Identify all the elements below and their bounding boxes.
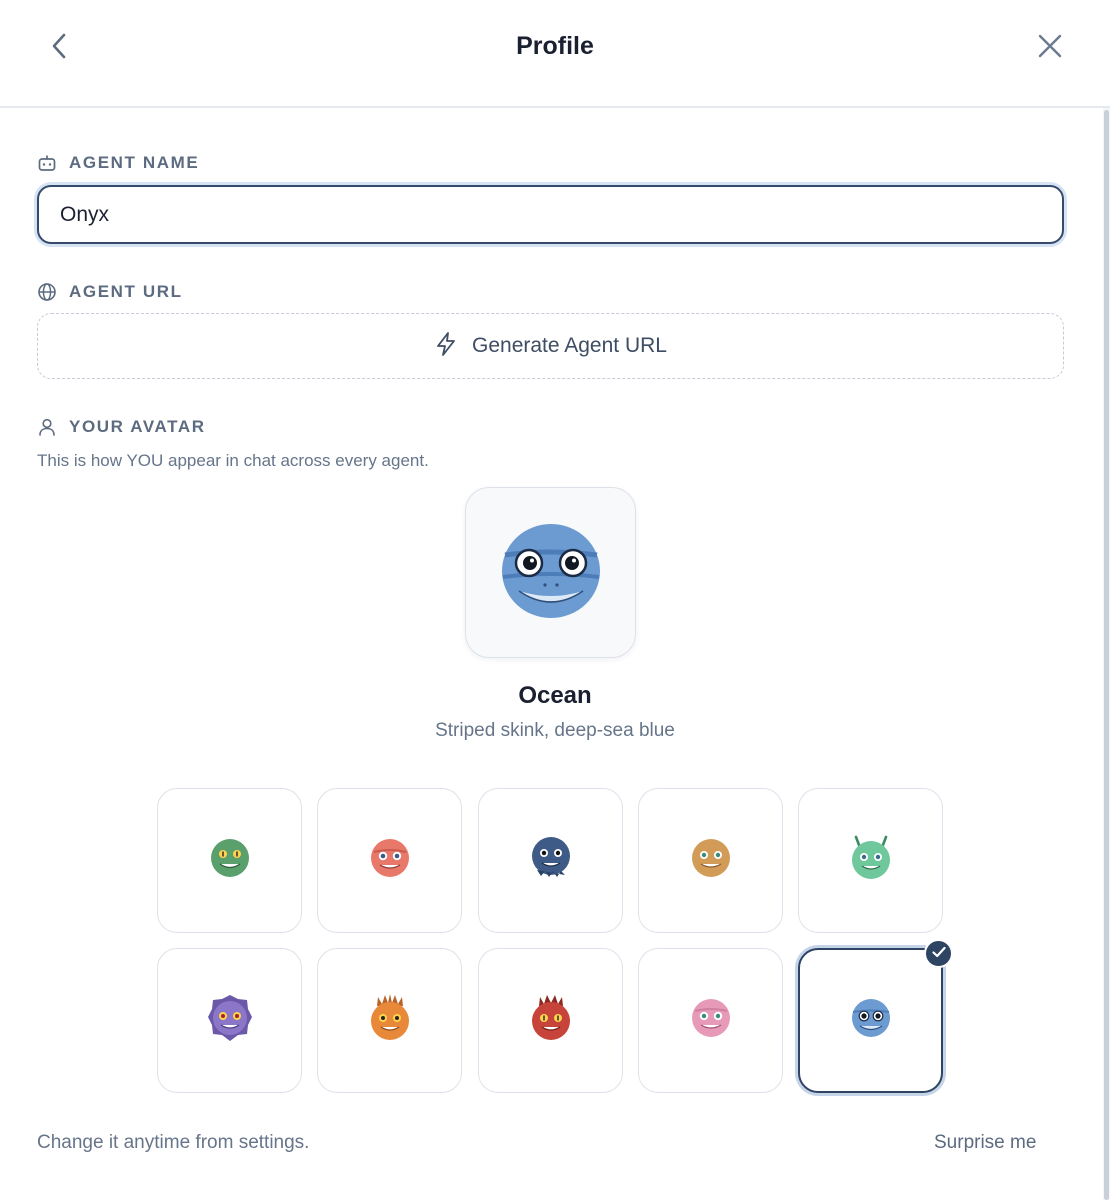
your-avatar-label [37, 417, 206, 437]
surprise-me-button[interactable]: Surprise me [934, 1132, 1037, 1153]
generate-agent-url-label: Generate Agent URL [472, 334, 667, 357]
avatar-option-navy[interactable] [478, 788, 623, 933]
avatar-option-pink[interactable] [638, 948, 783, 1093]
your-avatar-label-text: YOUR AVATAR [69, 417, 206, 436]
scrollbar-thumb[interactable] [1104, 110, 1109, 1200]
generate-agent-url-button[interactable] [37, 313, 1064, 379]
coral-lizard-avatar-icon [370, 838, 410, 883]
navy-lizard-avatar-icon [531, 836, 571, 885]
green-lizard-avatar-icon [210, 838, 250, 883]
tan-lizard-avatar-icon [691, 838, 731, 883]
lightning-icon [434, 331, 458, 362]
avatar-option-green[interactable] [157, 788, 302, 933]
agent-name-label-text: AGENT NAME [69, 153, 200, 172]
header-bar [0, 0, 1110, 108]
ocean-lizard-avatar-icon [501, 521, 601, 624]
avatar-option-mint[interactable] [798, 788, 943, 933]
agent-name-input[interactable] [37, 185, 1064, 244]
globe-icon [37, 282, 57, 302]
agent-url-label-text: AGENT URL [69, 282, 183, 301]
selected-avatar-name: Ocean [518, 682, 592, 709]
avatar-subtitle: This is how YOU appear in chat across every agent. [37, 451, 429, 470]
purple-lizard-avatar-icon [207, 994, 253, 1047]
agent-name-label [37, 153, 199, 173]
close-button[interactable] [1030, 28, 1070, 68]
avatar-preview [465, 487, 636, 658]
close-icon [1038, 34, 1062, 63]
red-lizard-avatar-icon [530, 994, 572, 1047]
avatar-option-ocean[interactable] [798, 948, 943, 1093]
user-icon [37, 417, 57, 437]
agent-url-label [37, 282, 183, 302]
ocean-lizard-avatar-icon [851, 998, 891, 1043]
page-title: Profile [516, 32, 594, 60]
avatar-option-orange[interactable] [317, 948, 462, 1093]
selected-avatar-description: Striped skink, deep-sea blue [435, 720, 675, 741]
selected-check-badge [924, 939, 953, 968]
avatar-option-tan[interactable] [638, 788, 783, 933]
orange-lizard-avatar-icon [369, 994, 411, 1047]
check-icon [932, 945, 946, 963]
pink-lizard-avatar-icon [691, 998, 731, 1043]
avatar-option-red[interactable] [478, 948, 623, 1093]
avatar-option-purple[interactable] [157, 948, 302, 1093]
footer-note: Change it anytime from settings. [37, 1132, 310, 1153]
mint-lizard-avatar-icon [851, 835, 891, 886]
avatar-option-coral[interactable] [317, 788, 462, 933]
bot-icon [37, 153, 57, 173]
